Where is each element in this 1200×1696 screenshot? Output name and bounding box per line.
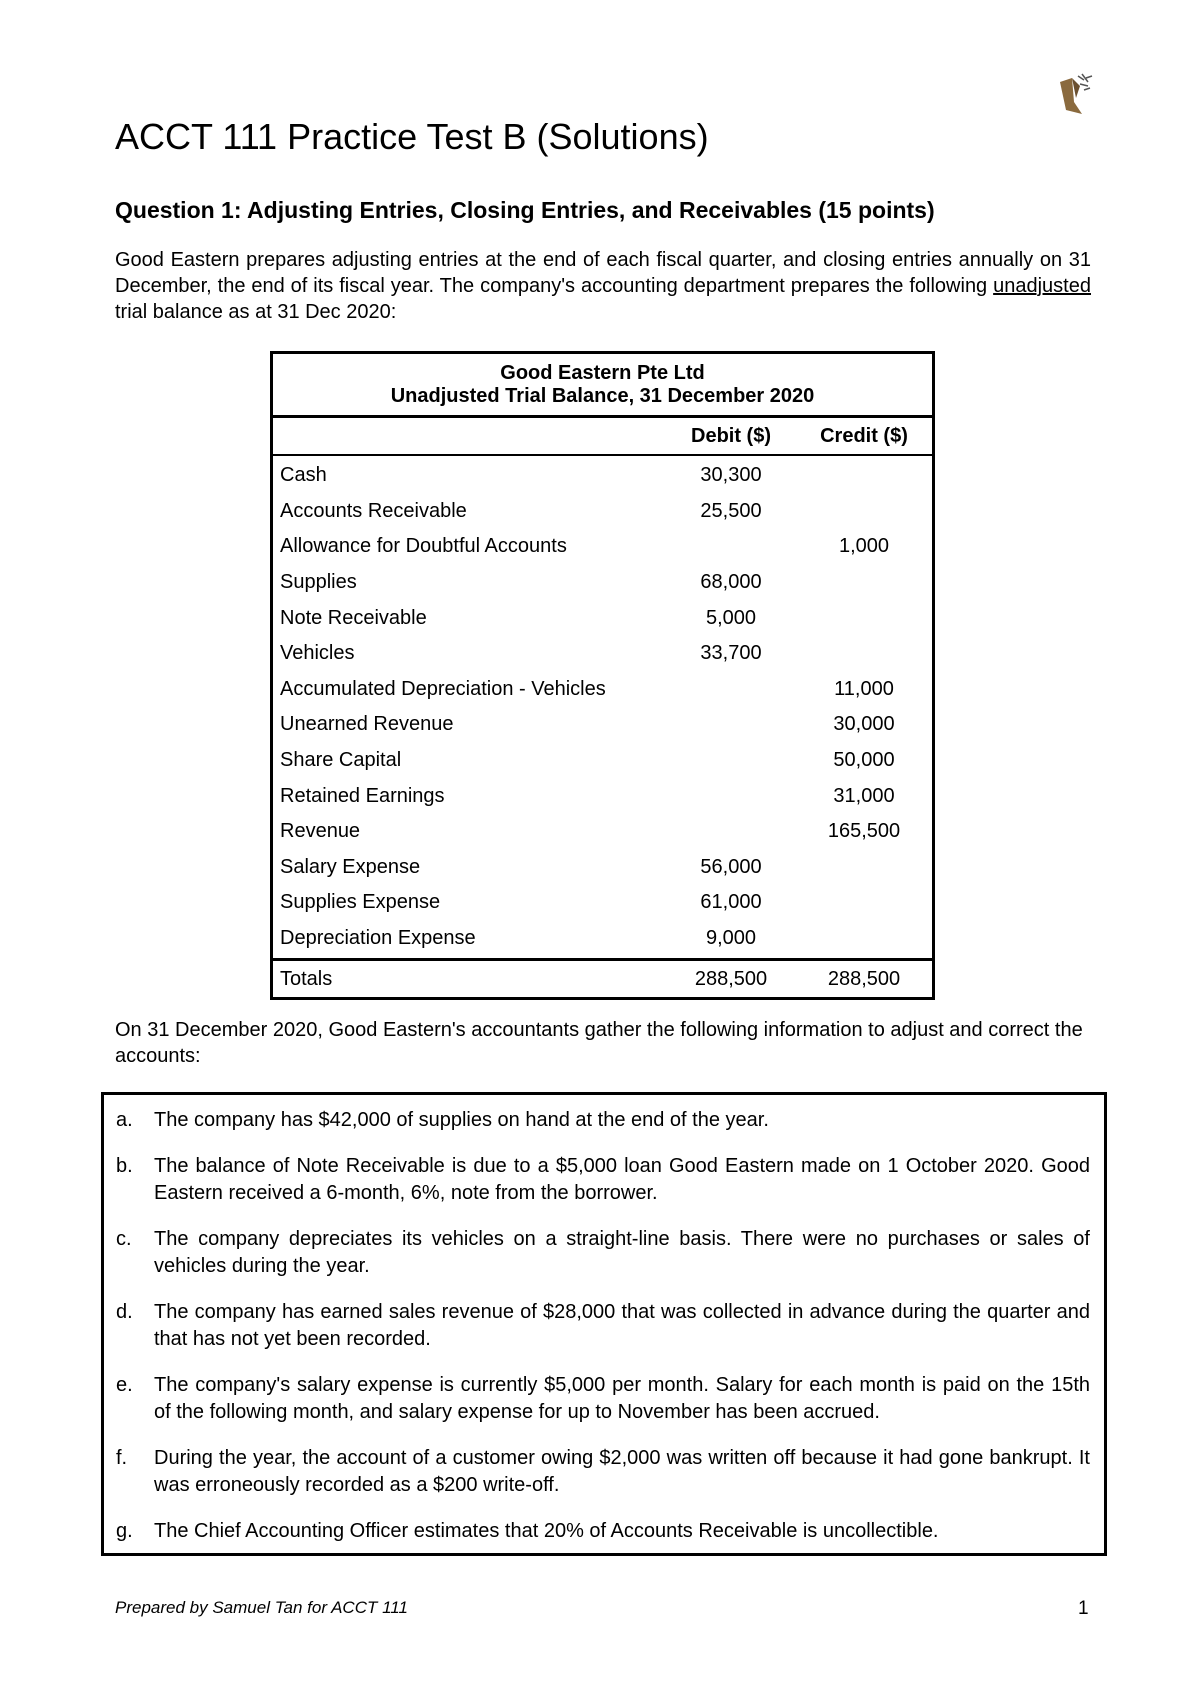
debit-amount: 9,000 [705,927,757,950]
account-name: Note Receivable [280,606,427,629]
account-name: Accounts Receivable [280,499,467,522]
item-letter: c. [116,1228,132,1250]
account-name: Salary Expense [280,855,421,878]
debit-amount: 56,000 [700,855,762,878]
table-row [273,529,932,565]
table-row [273,707,932,743]
table-row [273,778,932,814]
account-name: Revenue [280,820,361,843]
list-item [116,1153,1090,1207]
trial-balance-rows [273,456,932,958]
debit-amount: 5,000 [705,606,757,629]
credit-amount: 30,000 [833,713,895,736]
trial-balance-header [273,354,932,418]
credit-amount: 50,000 [833,749,895,772]
account-name: Share Capital [280,749,402,772]
list-item [116,1107,1090,1134]
table-row [273,494,932,530]
totals-label: Totals [280,967,333,990]
item-text: During the year, the account of a customer owing $2,000 was written off because it had gone bankrupt. It was erroneously recorded as a $200 write-off. [154,1447,1090,1496]
column-header-debit: Debit ($) [691,424,771,447]
debit-amount: 61,000 [700,891,762,914]
credit-amount: 31,000 [833,784,895,807]
table-row [273,885,932,921]
item-letter: f. [116,1447,128,1469]
account-name: Accumulated Depreciation - Vehicles [280,677,606,700]
column-header-row [273,418,932,456]
account-name: Allowance for Doubtful Accounts [280,535,567,558]
item-letter: a. [116,1109,133,1131]
credit-amount: 11,000 [834,677,894,700]
item-letter: g. [116,1520,133,1542]
debit-amount: 68,000 [700,571,762,594]
table-row [273,672,932,708]
total-debit: 288,500 [694,967,768,990]
footer-prepared-by: Prepared by Samuel Tan for ACCT 111 [115,1598,408,1617]
table-row [273,636,932,672]
credit-amount: 165,500 [827,820,901,843]
debit-amount: 30,300 [700,464,762,487]
question-heading: Question 1: Adjusting Entries, Closing Entries, and Receivables (15 points) [115,197,935,223]
document-title: ACCT 111 Practice Test B (Solutions) [115,116,709,157]
list-item [116,1226,1090,1280]
list-item [116,1445,1090,1499]
table-row [273,565,932,601]
item-text: The company depreciates its vehicles on a straight-line basis. There were no purchases or sales of vehicles during the year. [154,1228,1090,1277]
list-item [116,1372,1090,1426]
credit-amount: 1,000 [838,535,890,558]
item-letter: d. [116,1301,133,1323]
table-row [273,600,932,636]
intro-paragraph [115,247,1091,325]
adjustment-info-box [101,1092,1107,1556]
table-row [273,850,932,886]
intro-underlined-word: unadjusted [993,275,1091,297]
trial-balance-table [270,351,935,1000]
account-name: Vehicles [280,642,355,665]
item-text: The balance of Note Receivable is due to a $5,000 loan Good Eastern made on 1 October 2020. Good Eastern received a 6-month, 6%, note from the borrower. [154,1155,1090,1204]
intro-text-after: trial balance as at 31 Dec 2020: [115,301,397,323]
account-name: Retained Earnings [280,784,445,807]
account-name: Cash [280,464,327,487]
table-row [273,743,932,779]
table-row [273,814,932,850]
item-letter: b. [116,1155,133,1177]
item-text: The company has $42,000 of supplies on hand at the end of the year. [154,1109,769,1131]
gather-paragraph: On 31 December 2020, Good Eastern's accountants gather the following information to adjust and correct the accounts: [115,1019,1083,1067]
account-name: Supplies [280,571,357,594]
total-credit: 288,500 [827,967,901,990]
table-row [273,921,932,957]
list-item [116,1518,1090,1545]
account-name: Supplies Expense [280,891,441,914]
item-text: The company's salary expense is currently $5,000 per month. Salary for each month is paid on the 15th of the following month, and salary expense for up to November has been accrued. [154,1374,1090,1423]
column-header-credit: Credit ($) [820,424,908,447]
item-letter: e. [116,1374,133,1396]
university-logo-icon [1058,72,1096,116]
intro-text-before: Good Eastern prepares adjusting entries at the end of each fiscal quarter, and closing entries annually on 31 December, the end of its fiscal year. The company's accounting department prepares the following [115,249,1091,297]
item-text: The company has earned sales revenue of $28,000 that was collected in advance during the quarter and that has not yet been recorded. [154,1301,1090,1350]
account-name: Depreciation Expense [280,927,476,950]
debit-amount: 25,500 [700,499,762,522]
page-number: 1 [1078,1598,1089,1619]
account-name: Unearned Revenue [280,713,454,736]
company-name: Good Eastern Pte Ltd [500,362,705,384]
debit-amount: 33,700 [700,642,762,665]
totals-row [273,958,932,997]
list-item [116,1299,1090,1353]
trial-balance-title: Unadjusted Trial Balance, 31 December 2020 [390,385,815,407]
table-row [273,458,932,494]
item-text: The Chief Accounting Officer estimates that 20% of Accounts Receivable is uncollectible. [154,1520,939,1542]
